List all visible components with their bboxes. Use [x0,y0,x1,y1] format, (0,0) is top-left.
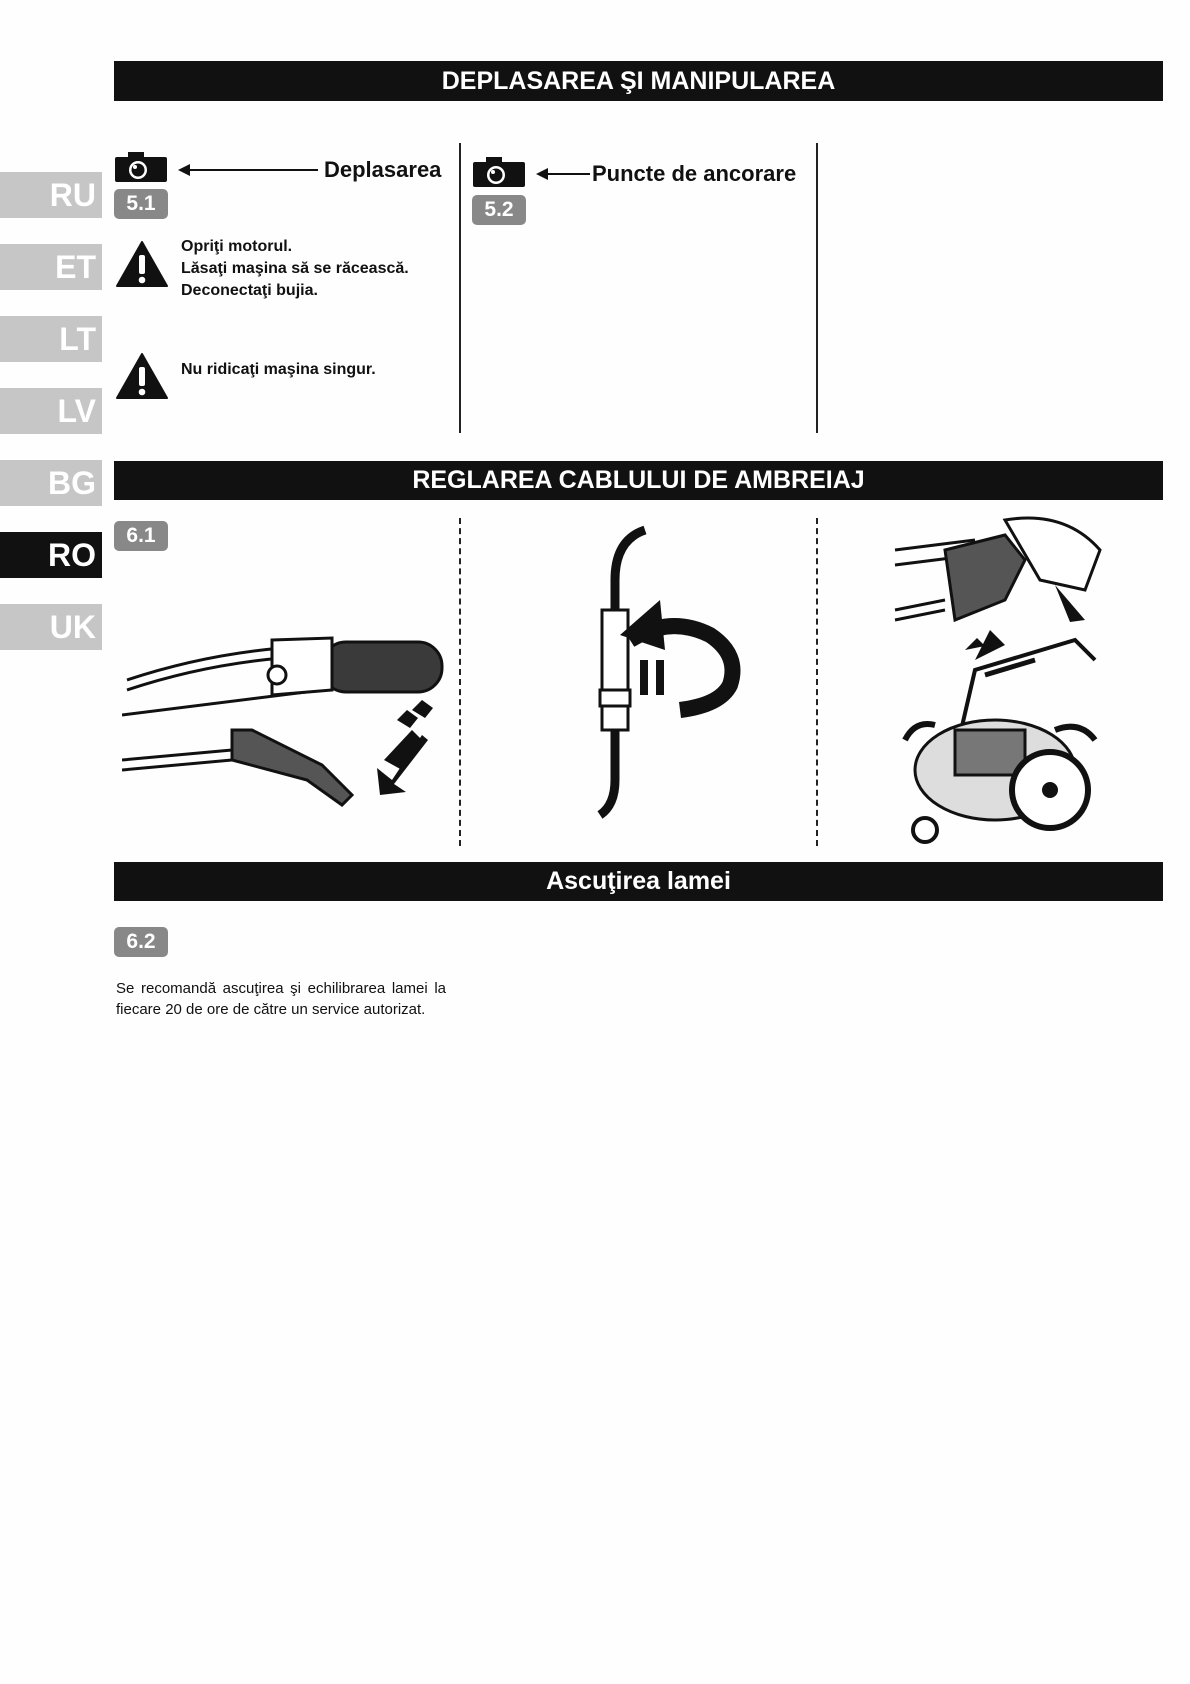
arrow-line [546,173,590,175]
column-divider [459,518,461,846]
column-divider [816,518,818,846]
figure-badge-5-2: 5.2 [472,195,526,225]
section-title-ascutirea: Ascuţirea lamei [114,862,1163,901]
figure-badge-6-2: 6.2 [114,927,168,957]
camera-icon [114,151,168,183]
warning-triangle-icon [115,352,169,400]
lang-tab-ru[interactable]: RU [0,172,102,218]
mower-illustration [885,510,1125,850]
arrow-line [188,169,318,171]
instruction-text: Se recomandă ascuţirea şi echilibrarea lamei la fiecare 20 de ore de către un service autorizat. [116,980,446,1018]
lang-tab-et[interactable]: ET [0,244,102,290]
section-title-deplasarea: DEPLASAREA ŞI MANIPULAREA [114,61,1163,101]
warning-triangle-icon [115,240,169,288]
lang-tab-bg[interactable]: BG [0,460,102,506]
cable-adjuster-illustration [560,520,760,820]
lang-tab-lv[interactable]: LV [0,388,102,434]
section-title-reglarea: REGLAREA CABLULUI DE AMBREIAJ [114,461,1163,500]
lang-tab-ro[interactable]: RO [0,532,102,578]
lang-tab-lt[interactable]: LT [0,316,102,362]
warning-line: Deconectaţi bujia. [181,282,318,299]
label-deplasarea: Deplasarea [324,157,442,182]
warning-line: Opriţi motorul. [181,238,293,255]
column-divider [459,143,461,433]
warning-text-2: Nu ridicaţi maşina singur. [181,361,376,378]
lang-tab-uk[interactable]: UK [0,604,102,650]
figure-badge-5-1: 5.1 [114,189,168,219]
lever-illustration [122,620,452,820]
column-divider [816,143,818,433]
warning-text-1 [181,236,409,302]
warning-line: Lăsaţi maşina să se răcească. [181,260,409,277]
label-puncte-de-ancorare: Puncte de ancorare [592,161,797,186]
figure-badge-6-1: 6.1 [114,521,168,551]
camera-icon [472,156,526,188]
